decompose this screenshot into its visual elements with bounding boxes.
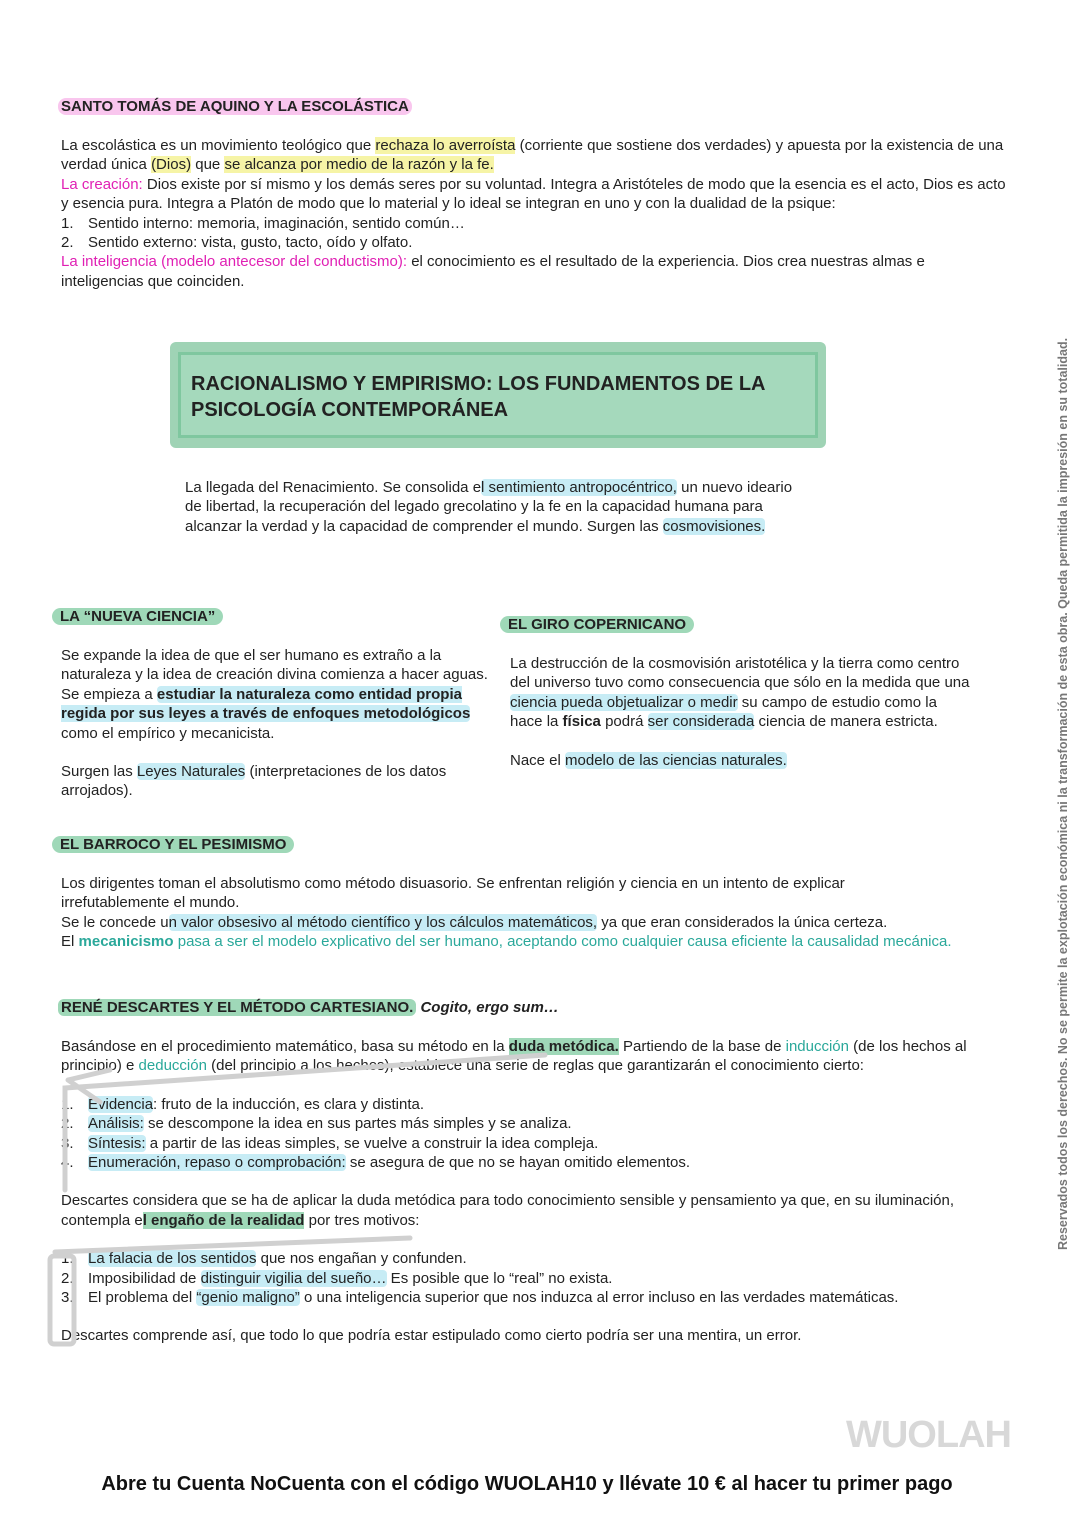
section-title-giro: EL GIRO COPERNICANO	[500, 615, 694, 634]
list-item: 1. Evidencia: fruto de la inducción, es clara y distinta.	[61, 1095, 425, 1113]
barroco-paragraph-1: Los dirigentes toman el absolutismo como método disuasorio. Se enfrentan religión y ciencia en un intento de explicar irrefutablemente el mundo.	[61, 875, 845, 912]
duda-metodica-paragraph: Basándose en el procedimiento matemático, basa su método en la duda metódica. Partiendo de la base de inducción (de los hechos al principio) e deducción (del principio a los hechos), establece una serie de reglas que garantizarán el conocimiento cierto:	[61, 1038, 967, 1075]
section-title-barroco: EL BARROCO Y EL PESIMISMO	[52, 835, 294, 854]
engano-paragraph: Descartes considera que se ha de aplicar la duda metódica para todo conocimiento sensible y pensamiento ya que, en su iluminación, contempla el engaño de la realidad por tres motivos:	[61, 1192, 955, 1229]
barroco-paragraph-2: Se le concede un valor obsesivo al método científico y los cálculos matemáticos, ya que eran considerados la única certeza.	[61, 913, 888, 931]
section-title-nueva-ciencia: LA “NUEVA CIENCIA”	[52, 607, 223, 626]
annotation-bracket-icon	[40, 1230, 420, 1350]
aquino-body	[61, 136, 1011, 291]
creacion-paragraph: La creación: Dios existe por sí mismo y los demás seres por su voluntad. Integra a Aristóteles de modo que la esencia es el acto, Dios es acto y esencia pura. Integra a Platón de modo que lo material y lo ideal se integran en uno y con la dualidad de la psique:	[61, 175, 1006, 213]
copyright-note: Reservados todos los derechos. No se permite la explotación económica ni la transformación de esta obra. Queda permitida la impresión en su totalidad.	[1056, 337, 1070, 1250]
list-item: 1. La falacia de los sentidos que nos engañan y confunden.	[61, 1250, 467, 1268]
wuolah-logo: WUOLAH	[846, 1414, 1011, 1456]
sentidos-list	[61, 214, 1011, 253]
giro-body	[510, 654, 970, 770]
promo-footer[interactable]: Abre tu Cuenta NoCuenta con el código WUOLAH10 y llévate 10 € al hacer tu primer pago	[101, 1473, 953, 1495]
list-item: 3. Síntesis: a partir de las ideas simples, se vuelve a construir la idea compleja.	[61, 1134, 599, 1152]
ciencias-naturales-paragraph: Nace el modelo de las ciencias naturales.	[510, 751, 787, 769]
list-item: 4. Enumeración, repaso o comprobación: se asegura de que no se hayan omitido elementos.	[61, 1154, 691, 1172]
list-item: 2. Sentido externo: vista, gusto, tacto, oído y olfato.	[61, 234, 413, 252]
list-item: 2. Análisis: se descompone la idea en sus partes más simples y se analiza.	[61, 1115, 572, 1133]
barroco-body	[61, 874, 1011, 952]
nueva-ciencia-paragraph: Se expande la idea de que el ser humano es extraño a la naturaleza y la idea de creación divina comienza a hacer aguas. Se empieza a estudiar la naturaleza como entidad propia regida por sus leyes a través de enfoques metodológicos como el empírico y mecanicista.	[61, 647, 488, 742]
list-item: 2. Imposibilidad de distinguir vigilia del sueño… Es posible que lo “real” no exista.	[61, 1269, 613, 1287]
leyes-paragraph: Surgen las Leyes Naturales (interpretaciones de los datos arrojados).	[61, 763, 447, 800]
section-title-descartes: RENÉ DESCARTES Y EL MÉTODO CARTESIANO. Cogito, ergo sum…	[58, 998, 559, 1017]
annotation-arrow-icon	[40, 1040, 560, 1200]
renacimiento-intro: La llegada del Renacimiento. Se consolida el sentimiento antropocéntrico, un nuevo ideario de libertad, la recuperación del legado grecolatino y la fe en la capacidad humana para alcanzar la verdad y la capacidad de comprender el mundo. Surgen las cosmovisiones.	[185, 479, 793, 535]
conclusion-paragraph: Descartes comprende así, que todo lo que podría estar estipulado como cierto podría ser una mentira, un error.	[61, 1327, 802, 1345]
nueva-ciencia-body	[61, 646, 501, 801]
barroco-paragraph-3: El mecanicismo pasa a ser el modelo explicativo del ser humano, aceptando como cualquier causa eficiente la causalidad mecánica.	[61, 933, 952, 951]
section-title-aquino: SANTO TOMÁS DE AQUINO Y LA ESCOLÁSTICA	[58, 97, 412, 116]
giro-paragraph: La destrucción de la cosmovisión aristotélica y la tierra como centro del universo tuvo como consecuencia que sólo en la medida que una ciencia pueda objetualizar o medir su campo de estudio como la hace la física podrá ser considerada ciencia de manera estricta.	[510, 655, 970, 731]
aquino-paragraph: La escolástica es un movimiento teológico que rechaza lo averroísta (corriente que sostiene dos verdades) y apuesta por la existencia de una verdad única (Dios) que se alcanza por medio de la razón y la fe.	[61, 137, 1004, 174]
banner-title: RACIONALISMO Y EMPIRISMO: LOS FUNDAMENTOS DE LA PSICOLOGÍA CONTEMPORÁNEA	[191, 373, 765, 421]
list-item: 1. Sentido interno: memoria, imaginación, sentido común…	[61, 214, 465, 232]
inteligencia-paragraph: La inteligencia (modelo antecesor del conductismo): el conocimiento es el resultado de la experiencia. Dios crea nuestras almas e inteligencias que coinciden.	[61, 253, 925, 290]
list-item: 3. El problema del “genio maligno” o una inteligencia superior que nos induzca al error incluso en las verdades matemáticas.	[61, 1289, 899, 1307]
